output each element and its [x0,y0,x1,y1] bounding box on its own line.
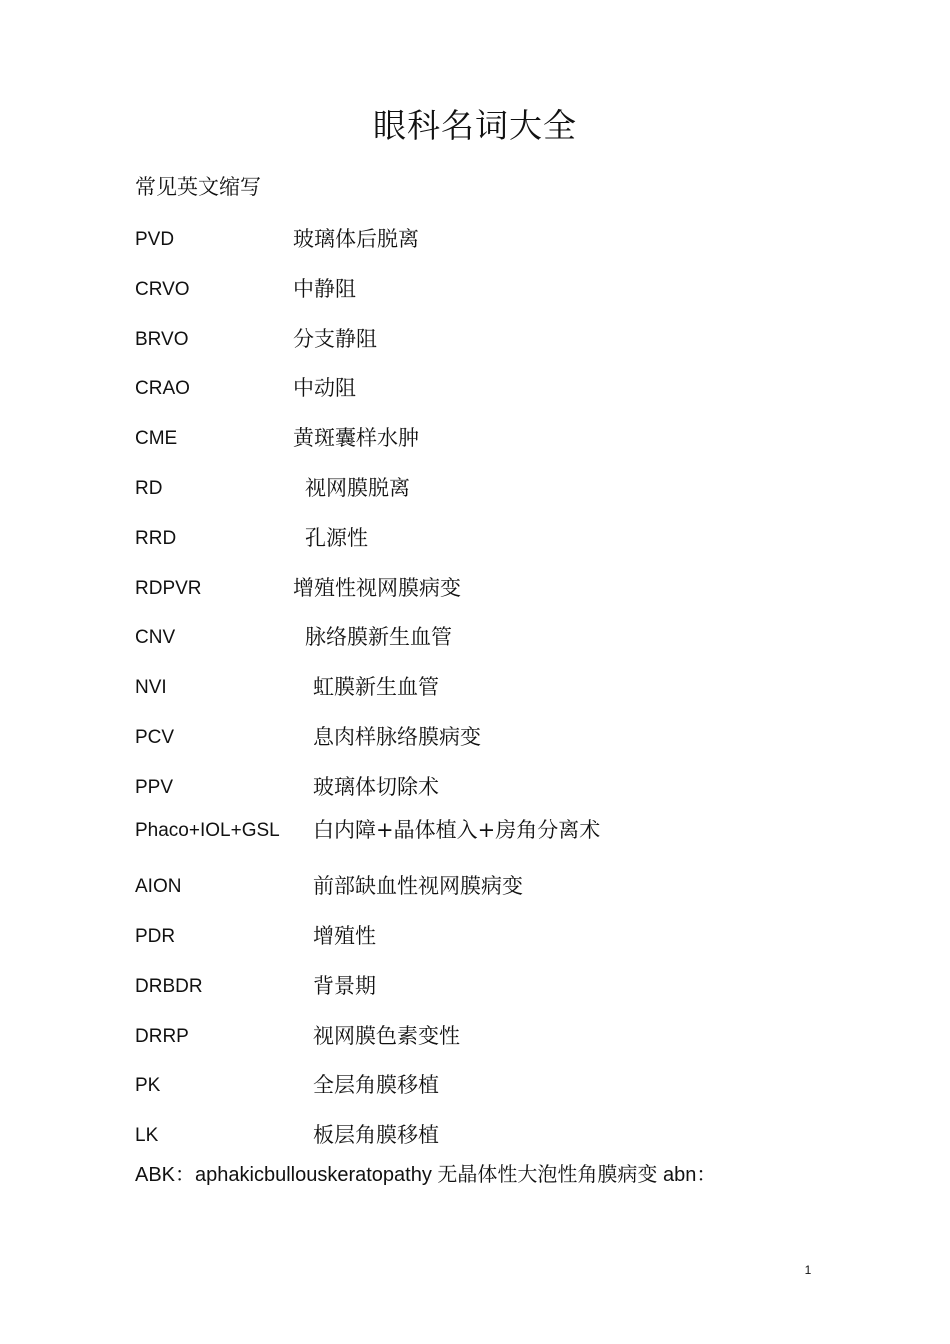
abbreviation-meaning: 黄斑囊样水肿 [293,426,419,450]
abbreviation-meaning: 视网膜脱离 [305,476,410,500]
abbreviation-term: AION [135,876,182,897]
abbreviation-row [135,321,835,357]
abbreviation-row [135,868,835,904]
abbreviation-meaning: 全层角膜移植 [313,1073,439,1097]
abbreviation-term: NVI [135,677,167,698]
abbreviation-row [135,918,835,954]
abbreviation-row [135,1018,835,1054]
abbreviation-meaning: 增殖性 [313,924,376,948]
abbreviation-meaning: 板层角膜移植 [313,1123,439,1147]
abbreviation-term: DRRP [135,1026,189,1047]
abbreviation-meaning: 白内障+晶体植入+房角分离术 [313,818,601,842]
abbreviation-meaning: 中动阻 [293,376,356,400]
abbreviation-term: CME [135,428,178,449]
abbreviation-row [135,812,835,848]
page-number: 1 [804,1263,812,1277]
abbreviation-meaning: 背景期 [313,974,376,998]
abbreviation-meaning: 中静阻 [293,277,356,301]
abk-definition-line: ABK：aphakicbullouskeratopathy 无晶体性大泡性角膜病变 abn： [135,1164,717,1186]
document-title: 眼科名词大全 [373,106,577,145]
abbreviation-term: RD [135,478,163,499]
abbreviation-term: BRVO [135,329,189,350]
abbreviation-row [135,619,835,655]
abbreviation-meaning: 视网膜色素变性 [313,1024,460,1048]
abbreviation-row [135,669,835,705]
abbreviation-meaning: 孔源性 [305,526,368,550]
abbreviation-term: PVD [135,229,175,250]
abbreviation-row [135,420,835,456]
abbreviation-term: DRBDR [135,976,203,997]
abbreviation-term: CRVO [135,279,190,300]
abbreviation-term: PDR [135,926,176,947]
abbreviation-row [135,1117,835,1153]
abbreviation-meaning: 增殖性视网膜病变 [293,576,461,600]
abbreviation-meaning: 玻璃体后脱离 [293,227,419,251]
abbreviation-row [135,968,835,1004]
abbreviation-term: CNV [135,627,176,648]
abbreviation-meaning: 前部缺血性视网膜病变 [313,874,523,898]
abbreviation-term: PK [135,1075,161,1096]
abbreviation-meaning: 脉络膜新生血管 [305,625,452,649]
abbreviation-term: RRD [135,528,177,549]
abbreviation-meaning: 分支静阻 [293,327,377,351]
abbreviation-row [135,1067,835,1103]
abbreviation-term: PCV [135,727,175,748]
abbreviation-term: PPV [135,777,174,798]
abbreviation-row [135,520,835,556]
abbreviation-row [135,470,835,506]
abbreviation-term: RDPVR [135,578,202,599]
abbreviation-row [135,370,835,406]
abbreviation-meaning: 息肉样脉络膜病变 [313,725,481,749]
abbreviation-row [135,221,835,257]
abbreviation-row [135,719,835,755]
abbreviation-meaning: 虹膜新生血管 [313,675,439,699]
abbreviation-term: Phaco+IOL+GSL [135,820,280,841]
abbreviation-row [135,570,835,606]
section-subtitle: 常见英文缩写 [135,175,261,199]
abbreviation-row [135,271,835,307]
abbreviation-row [135,769,835,805]
abbreviation-term: LK [135,1125,159,1146]
abbreviation-meaning: 玻璃体切除术 [313,775,439,799]
abbreviation-term: CRAO [135,378,190,399]
